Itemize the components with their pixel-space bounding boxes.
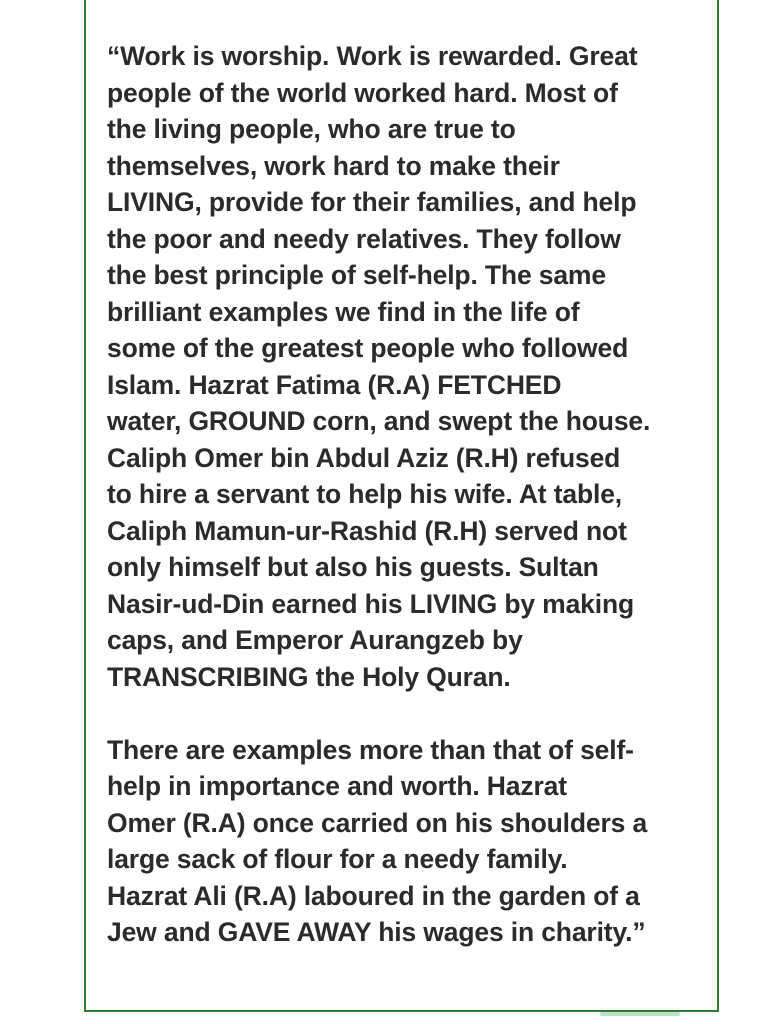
passage-text	[107, 38, 707, 987]
paragraph-2: There are examples more than that of self- help in importance and worth. Hazrat Omer (R.A) once carried on his shoulders a large sack of flour for a needy family. Hazrat Ali (R.A) laboured in the garden of a Jew and GAVE AWAY his wages in charity.”	[107, 734, 648, 947]
scroll-indicator	[600, 1012, 680, 1016]
paragraph-1: “Work is worship. Work is rewarded. Great people of the world worked hard. Most of the living people, who are true to themselves, work hard to make their LIVING, provide for their families, and help the poor and needy relatives. They follow the best principle of self-help. The same brilliant examples we find in the life of some of the greatest people who followed Islam. Hazrat Fatima (R.A) FETCHED water, GROUND corn, and swept the house. Caliph Omer bin Abdul Aziz (R.H) refused to hire a servant to help his wife. At table, Caliph Mamun-ur-Rashid (R.H) served not only himself but also his guests. Sultan Nasir-ud-Din earned his LIVING by making caps, and Emperor Aurangzeb by TRANSCRIBING the Holy Quran.	[107, 41, 651, 692]
